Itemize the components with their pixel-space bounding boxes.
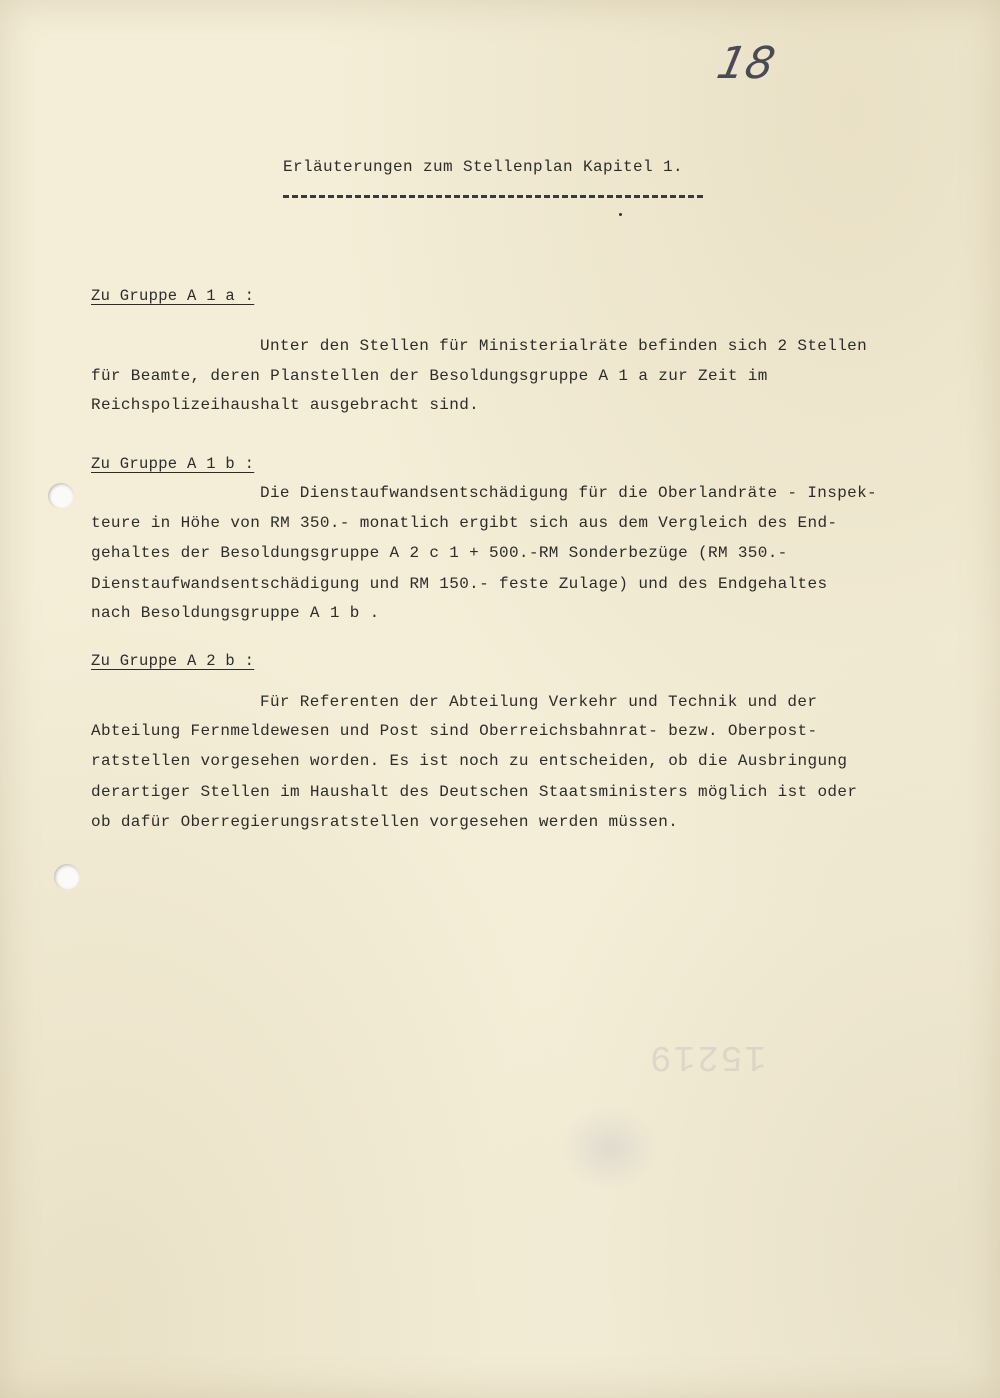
section-a2b-line: Für Referenten der Abteilung Verkehr und Technik und der [260,693,818,711]
section-a1a-line: Unter den Stellen für Ministerialräte befinden sich 2 Stellen [260,337,868,355]
section-heading-a2b: Zu Gruppe A 2 b : [91,652,255,670]
section-a1b-line: nach Besoldungsgruppe A 1 b . [91,604,380,622]
document-title: Erläuterungen zum Stellenplan Kapitel 1. [283,158,684,176]
punch-hole-bottom [54,864,80,890]
section-heading-a1b: Zu Gruppe A 1 b : [91,455,255,473]
ink-dot [619,213,622,216]
section-a1a-line: für Beamte, deren Planstellen der Besoldungsgruppe A 1 a zur Zeit im [91,367,768,385]
punch-hole-top [48,483,74,509]
section-a2b-line: Abteilung Fernmeldewesen und Post sind Oberreichsbahnrat- bezw. Oberpost- [91,722,818,740]
section-a1b-line: Die Dienstaufwandsentschädigung für die Oberlandräte - Inspek- [260,484,877,502]
section-a1b-line: gehaltes der Besoldungsgruppe A 2 c 1 + 500.-RM Sonderbezüge (RM 350.- [91,544,788,562]
section-a1b-line: teure in Höhe von RM 350.- monatlich ergibt sich aus dem Vergleich des End- [91,514,838,532]
section-a2b-line: ob dafür Oberregierungsratstellen vorgesehen werden müssen. [91,813,679,831]
section-a2b-line: derartiger Stellen im Haushalt des Deutschen Staatsministers möglich ist oder [91,783,858,801]
section-a2b-line: ratstellen vorgesehen worden. Es ist noch zu entscheiden, ob die Ausbringung [91,752,848,770]
faint-stamp-number: 15219 [648,1036,767,1077]
handwritten-page-number: 18 [712,38,780,89]
section-a1a-line: Reichspolizeihaushalt ausgebracht sind. [91,396,480,414]
section-heading-a1a: Zu Gruppe A 1 a : [91,287,255,305]
title-underline [283,195,703,198]
section-a1b-line: Dienstaufwandsentschädigung und RM 150.- feste Zulage) und des Endgehaltes [91,575,828,593]
faint-seal-stamp [560,1105,660,1191]
